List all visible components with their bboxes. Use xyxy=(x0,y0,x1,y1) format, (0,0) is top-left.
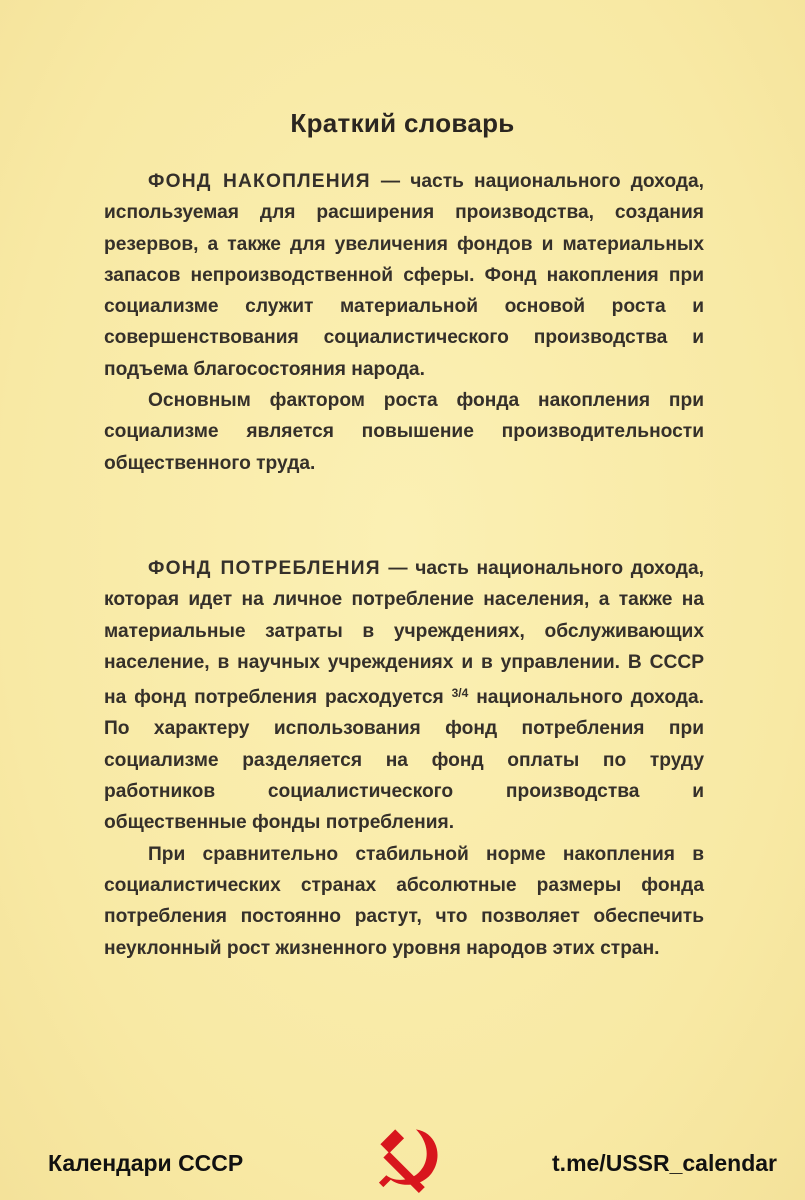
entry-term: ФОНД ПОТРЕБЛЕНИЯ xyxy=(148,558,381,579)
entry-paragraph: При сравнительно стабильной норме накопления в социалистических странах абсолютные размеры фонда потребления постоянно растут, что позволяет обеспечить неуклонный рост жизненного уровня народов этих стран. xyxy=(104,843,704,959)
entry-paragraph xyxy=(104,166,704,385)
entry-paragraph xyxy=(104,553,704,839)
entry-dash: — xyxy=(380,558,416,579)
glossary-entry-accumulation-fund xyxy=(104,166,704,479)
entry-definition: часть национального дохода, которая идет на личное потребление населения, а также на материальные затраты в учреждениях, обслуживающих население, в научных учреждениях и в управлении. В СССР на фонд потребления расходуется xyxy=(104,558,704,709)
glossary-entry-consumption-fund xyxy=(104,553,704,964)
entry-term: ФОНД НАКОПЛЕНИЯ xyxy=(148,171,371,192)
footer-calendar-label: Календари СССР xyxy=(48,1150,244,1176)
entry-definition: часть национального дохода, используемая для расширения производства, создания резервов, а также для увеличения фондов и материальных запасов непроизводственной сферы. Фонд накопления при социализме служит материальной основой роста и совершенствования социалистического производства и подъема благосостояния народа. xyxy=(104,171,705,380)
page-title: Краткий словарь xyxy=(290,108,515,138)
hammer-and-sickle-icon xyxy=(372,1122,448,1196)
fraction-value: 3/4 xyxy=(451,686,469,701)
entry-paragraph: Основным фактором роста фонда накопления при социализме является повышение производительности общественного труда. xyxy=(104,390,704,474)
entry-dash: — xyxy=(370,171,411,192)
entry-definition-continued: национального дохода. По характеру использования фонд потребления при социализме разделяется на фонд оплаты по труду работников социалистического производства и общественные фонды потребления. xyxy=(104,687,704,834)
footer-telegram-link[interactable]: t.me/USSR_calendar xyxy=(552,1150,777,1176)
